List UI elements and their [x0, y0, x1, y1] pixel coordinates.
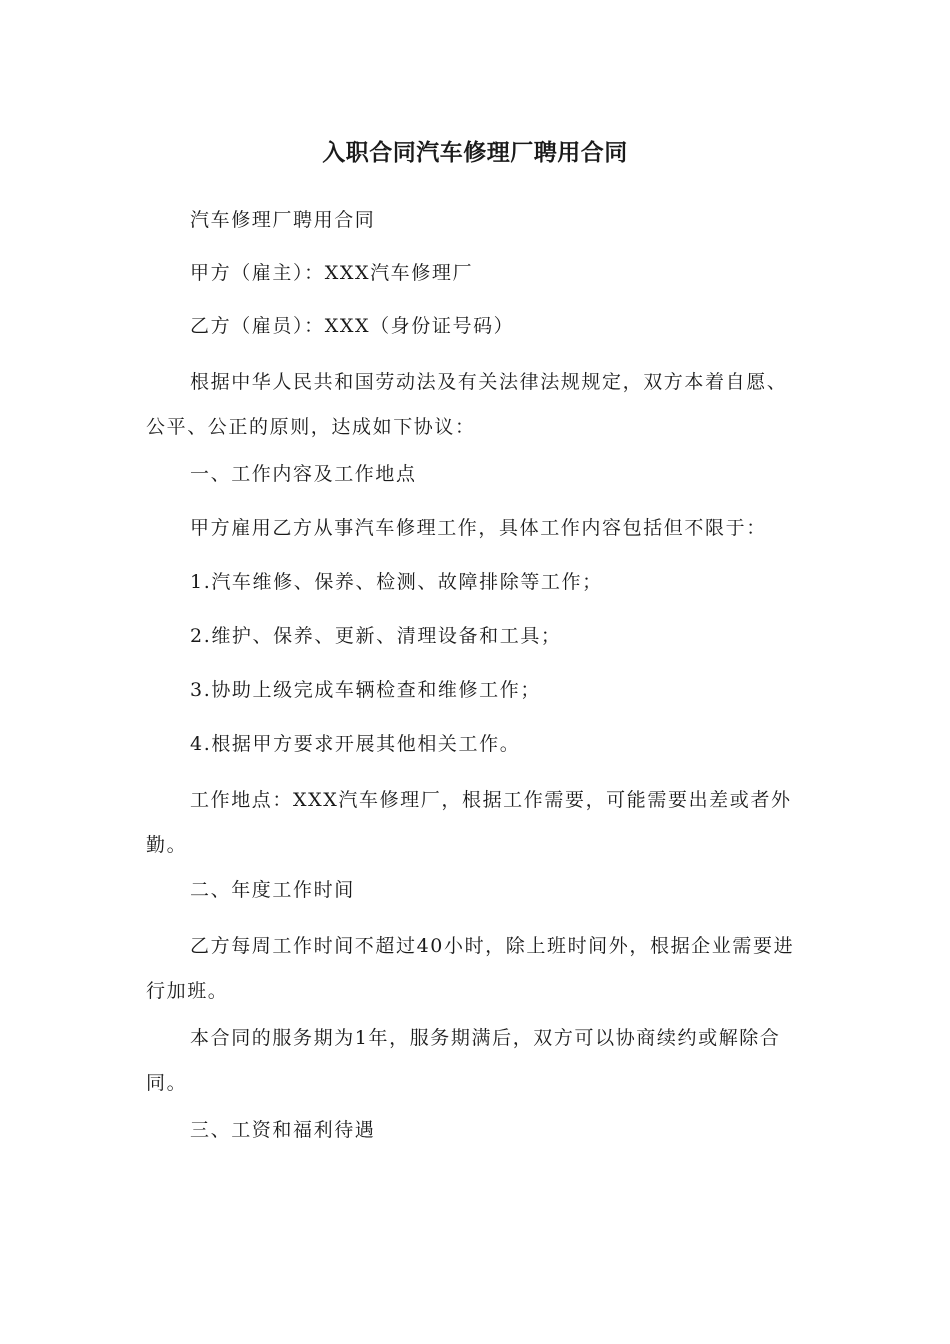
section-heading-salary: 三、工资和福利待遇 — [190, 1119, 376, 1141]
list-item-2: 2.维护、保养、更新、清理设备和工具； — [190, 625, 562, 647]
paragraph-preamble: 根据中华人民共和国劳动法及有关法律法规规定，双方本着自愿、公平、公正的原则，达成如下协议： — [146, 371, 788, 438]
section-heading-work-time: 二、年度工作时间 — [190, 879, 355, 901]
list-item-3: 3.协助上级完成车辆检查和维修工作； — [190, 679, 541, 701]
list-item-4: 4.根据甲方要求开展其他相关工作。 — [190, 733, 521, 755]
paragraph-party-a: 甲方（雇主）：XXX汽车修理厂 — [190, 262, 474, 284]
paragraph-work-content-intro: 甲方雇用乙方从事汽车修理工作，具体工作内容包括但不限于： — [190, 517, 767, 539]
paragraph-work-location: 工作地点：XXX汽车修理厂，根据工作需要，可能需要出差或者外勤。 — [146, 789, 792, 856]
paragraph-contract-heading: 汽车修理厂聘用合同 — [190, 209, 376, 231]
paragraph-weekly-hours: 乙方每周工作时间不超过40小时，除上班时间外，根据企业需要进行加班。 — [146, 935, 795, 1002]
paragraph-service-term: 本合同的服务期为1年，服务期满后，双方可以协商续约或解除合同。 — [146, 1027, 781, 1094]
paragraph-party-b: 乙方（雇员）：XXX（身份证号码） — [190, 315, 515, 337]
document-title: 入职合同汽车修理厂聘用合同 — [322, 140, 628, 166]
list-item-1: 1.汽车维修、保养、检测、故障排除等工作； — [190, 571, 603, 593]
section-heading-work-content: 一、工作内容及工作地点 — [190, 463, 417, 485]
